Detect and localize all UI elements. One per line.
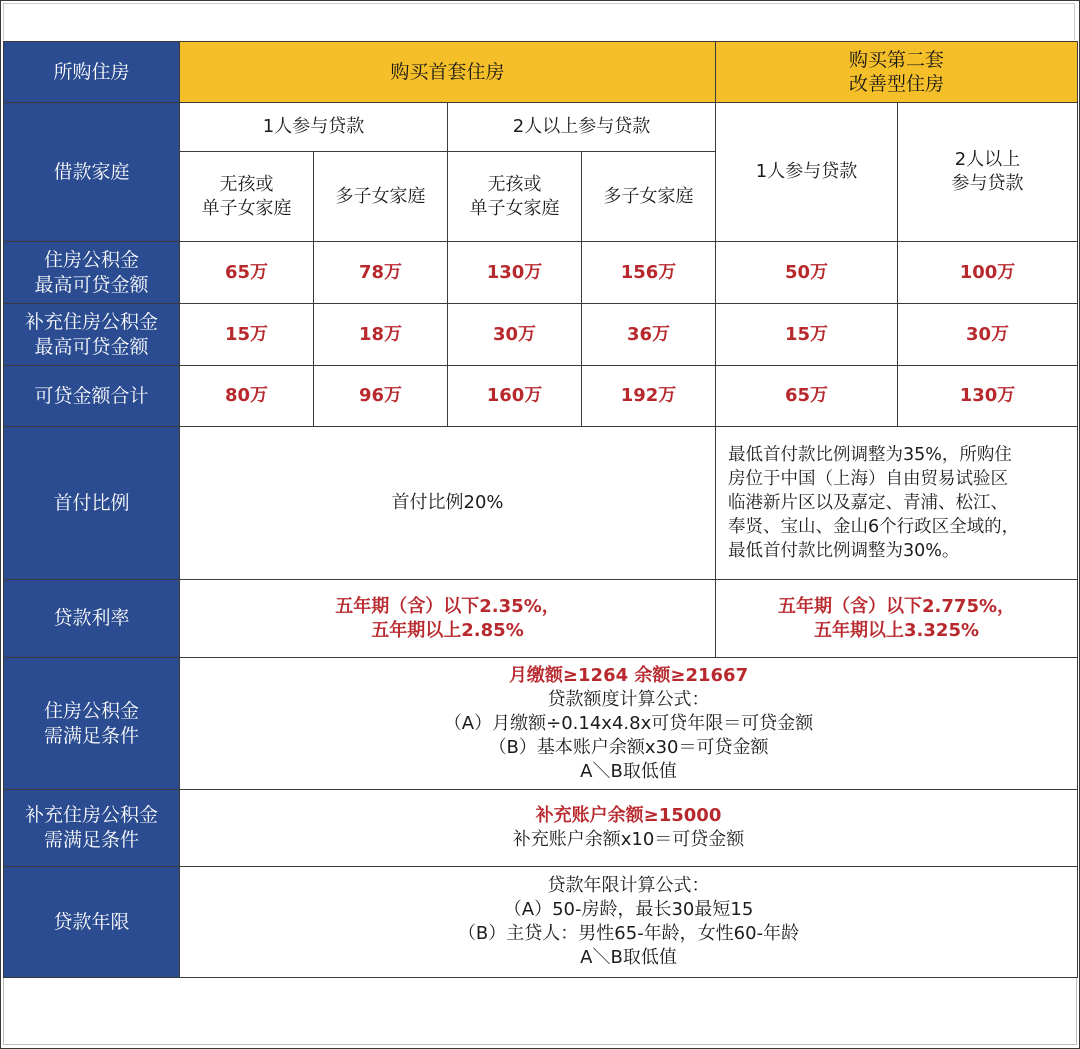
down-payment-second	[716, 427, 1078, 580]
row-label-housing: 所购住房	[4, 42, 180, 103]
row-label-down-payment: 首付比例	[4, 427, 180, 580]
fund-condition-line: A＼B取低值	[580, 760, 677, 782]
second-one-person: 1人参与贷款	[716, 103, 898, 242]
down-payment-first: 首付比例20%	[180, 427, 716, 580]
no-child-line1: 无孩或	[219, 173, 274, 195]
fund-condition-highlight: 月缴额≥1264 余额≥21667	[508, 664, 749, 686]
fund-condition-body	[180, 658, 1078, 790]
fund-max-value: 78万	[314, 242, 448, 304]
fund-max-value: 65万	[180, 242, 314, 304]
supp-max-value: 36万	[582, 304, 716, 366]
second-two-plus-line1: 2人以上	[954, 149, 1021, 170]
loan-comparison-table	[3, 41, 1078, 978]
fund-condition-label-line1: 住房公积金	[43, 699, 139, 722]
no-child-line1: 无孩或	[487, 173, 542, 195]
down-payment-note-line: 奉贤、宝山、金山6个行政区全域的，	[728, 517, 1020, 537]
row-label-rate: 贷款利率	[4, 580, 180, 658]
borrower-one-person: 1人参与贷款	[180, 103, 448, 152]
supp-max-value: 18万	[314, 304, 448, 366]
total-value: 130万	[898, 366, 1078, 427]
header-second-home	[716, 42, 1078, 103]
top-blank-bar	[3, 3, 1075, 40]
supp-condition-highlight: 补充账户余额≥15000	[535, 805, 722, 826]
no-child-family-2	[448, 152, 582, 242]
supp-max-label-line2: 最高可贷金额	[34, 335, 149, 358]
row-label-borrower: 借款家庭	[4, 103, 180, 242]
rate-first-line2: 五年期以上2.85%	[371, 619, 524, 641]
rate-first	[180, 580, 716, 658]
total-value: 96万	[314, 366, 448, 427]
total-value: 65万	[716, 366, 898, 427]
fund-max-label-line2: 最高可贷金额	[34, 273, 149, 296]
term-line: A＼B取低值	[580, 947, 677, 968]
second-two-plus-line2: 参与贷款	[951, 173, 1024, 194]
fund-max-value: 100万	[898, 242, 1078, 304]
fund-max-value: 130万	[448, 242, 582, 304]
rate-second-line2: 五年期以上3.325%	[814, 619, 980, 641]
fund-condition-line: 贷款额度计算公式：	[547, 688, 710, 710]
fund-max-value: 156万	[582, 242, 716, 304]
down-payment-note-line: 最低首付款比例调整为35%，所购住	[728, 445, 1012, 465]
row-label-fund-max	[4, 242, 180, 304]
down-payment-note-line: 房位于中国（上海）自由贸易试验区	[728, 469, 1009, 489]
down-payment-note-line: 临港新片区以及嘉定、青浦、松江、	[728, 493, 1009, 513]
no-child-family-1	[180, 152, 314, 242]
total-value: 80万	[180, 366, 314, 427]
fund-max-value: 50万	[716, 242, 898, 304]
supp-max-value: 30万	[448, 304, 582, 366]
rate-first-line1: 五年期（含）以下2.35%，	[335, 595, 560, 617]
rate-second	[716, 580, 1078, 658]
fund-condition-line: （A）月缴额÷0.14x4.8x可贷年限＝可贷金额	[443, 712, 814, 734]
row-label-total: 可贷金额合计	[4, 366, 180, 427]
term-line: （A）50-房龄，最长30最短15	[503, 899, 754, 920]
term-body	[180, 867, 1078, 978]
fund-condition-line: （B）基本账户余额x30＝可贷金额	[488, 736, 769, 758]
supp-max-value: 30万	[898, 304, 1078, 366]
total-value: 160万	[448, 366, 582, 427]
rate-second-line1: 五年期（含）以下2.775%，	[778, 595, 1016, 617]
supp-max-value: 15万	[716, 304, 898, 366]
multi-child-family-2: 多子女家庭	[582, 152, 716, 242]
fund-condition-label-line2: 需满足条件	[43, 724, 139, 747]
no-child-line2: 单子女家庭	[201, 197, 292, 219]
down-payment-note-line: 最低首付款比例调整为30%。	[728, 541, 960, 561]
term-line: 贷款年限计算公式：	[547, 875, 710, 896]
supp-condition-label-line1: 补充住房公积金	[24, 804, 158, 826]
multi-child-family-1: 多子女家庭	[314, 152, 448, 242]
total-value: 192万	[582, 366, 716, 427]
header-first-home: 购买首套住房	[180, 42, 716, 103]
supp-max-value: 15万	[180, 304, 314, 366]
supp-condition-body	[180, 790, 1078, 867]
row-label-supp-condition	[4, 790, 180, 867]
fund-max-label-line1: 住房公积金	[43, 248, 139, 271]
second-two-plus	[898, 103, 1078, 242]
header-second-home-line2: 改善型住房	[849, 73, 945, 95]
no-child-line2: 单子女家庭	[469, 197, 560, 219]
borrower-two-plus: 2人以上参与贷款	[448, 103, 716, 152]
header-second-home-line1: 购买第二套	[849, 49, 945, 71]
row-label-term: 贷款年限	[4, 867, 180, 978]
supp-max-label-line1: 补充住房公积金	[24, 310, 158, 333]
bottom-blank-area	[3, 978, 1077, 1045]
row-label-fund-condition	[4, 658, 180, 790]
supp-condition-label-line2: 需满足条件	[43, 829, 139, 851]
row-label-supp-max	[4, 304, 180, 366]
term-line: （B）主贷人：男性65-年龄，女性60-年龄	[457, 923, 800, 944]
supp-condition-line: 补充账户余额x10＝可贷金额	[512, 829, 745, 850]
